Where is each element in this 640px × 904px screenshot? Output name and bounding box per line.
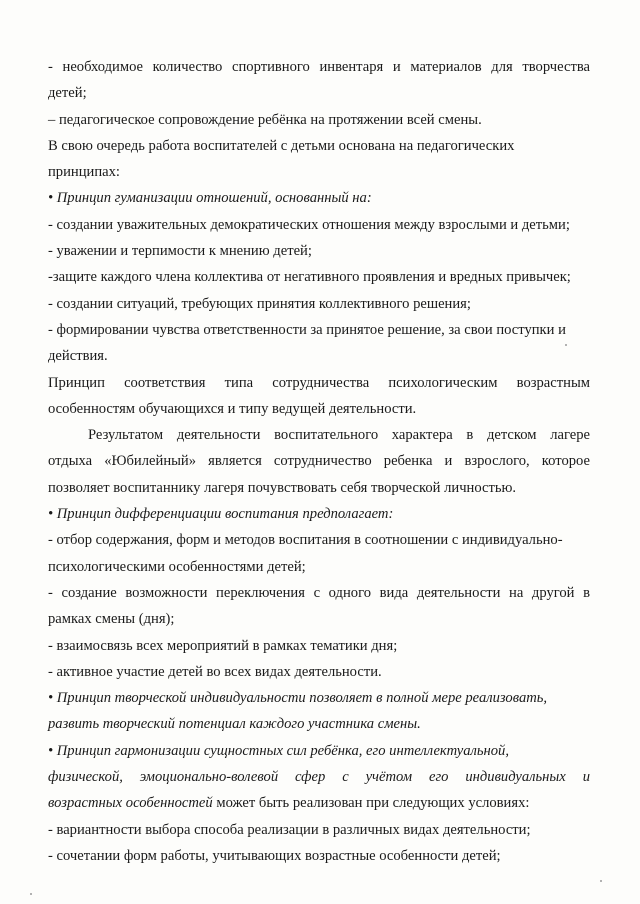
text-line-content: детей; <box>48 85 87 102</box>
text-line-content: возрастных особенностей <box>48 795 213 812</box>
text-line <box>48 606 590 632</box>
text-line <box>48 685 590 711</box>
text-line <box>48 738 590 764</box>
text-line <box>48 448 590 474</box>
text-line <box>48 764 590 790</box>
text-line-content: отдыха «Юбилейный» является сотрудничество ребенка и взрослого, которое <box>48 453 590 470</box>
text-line-content: физической, эмоционально-волевой сфер с учётом его индивидуальных и <box>48 769 590 786</box>
text-line-content: психологическими особенностями детей; <box>48 558 306 575</box>
text-line <box>48 422 590 448</box>
text-line-content: принципах: <box>48 164 120 181</box>
text-line <box>48 554 590 580</box>
text-line <box>48 817 590 843</box>
text-line-content: действия. <box>48 348 108 365</box>
text-line <box>48 580 590 606</box>
text-line <box>48 659 590 685</box>
text-line <box>48 317 590 343</box>
text-line-content: – педагогическое сопровождение ребёнка на протяжении всей смены. <box>48 111 482 128</box>
text-line-content: - создание возможности переключения с одного вида деятельности на другой в <box>48 584 590 601</box>
text-line-content: - формировании чувства ответственности за принятое решение, за свои поступки и <box>48 321 566 338</box>
text-line-content: • Принцип дифференциации воспитания предполагает: <box>48 506 394 523</box>
document-body <box>48 54 590 869</box>
text-line-content: - активное участие детей во всех видах деятельности. <box>48 663 382 680</box>
text-line-content: - сочетании форм работы, учитывающих возрастные особенности детей; <box>48 847 501 864</box>
text-line-content: Результатом деятельности воспитательного характера в детском лагере <box>88 427 590 444</box>
text-line <box>48 238 590 264</box>
text-line <box>48 343 590 369</box>
text-line <box>48 212 590 238</box>
text-line-content: - необходимое количество спортивного инвентаря и материалов для творчества <box>48 59 590 75</box>
text-line-content: - создании ситуаций, требующих принятия коллективного решения; <box>48 295 471 312</box>
text-line <box>48 159 590 185</box>
text-line-content: • Принцип гармонизации сущностных сил ребёнка, его интеллектуальной, <box>48 742 510 759</box>
text-line <box>48 133 590 159</box>
text-line-content: - вариантности выбора способа реализации в различных видах деятельности; <box>48 821 531 838</box>
text-line <box>48 264 590 290</box>
text-line <box>48 527 590 553</box>
text-line-content: - создании уважительных демократических отношения между взрослыми и детьми; <box>48 216 570 233</box>
text-line <box>48 475 590 501</box>
text-line <box>48 396 590 422</box>
scan-speck <box>30 893 32 895</box>
text-line-content: - уважении и терпимости к мнению детей; <box>48 243 312 260</box>
text-line <box>48 711 590 737</box>
text-line <box>48 185 590 211</box>
text-line-content: В свою очередь работа воспитателей с детьми основана на педагогических <box>48 137 515 154</box>
text-line-content: рамках смены (дня); <box>48 611 175 628</box>
text-line <box>48 107 590 133</box>
text-line <box>48 501 590 527</box>
text-line-content: Принцип соответствия типа сотрудничества психологическим возрастным <box>48 374 590 391</box>
text-line <box>48 843 590 869</box>
text-line-content: - отбор содержания, форм и методов воспитания в соотношении с индивидуально- <box>48 532 563 549</box>
text-line-content: позволяет воспитаннику лагеря почувствовать себя творческой личностью. <box>48 479 517 496</box>
text-line <box>48 54 590 80</box>
text-line <box>48 80 590 106</box>
text-line-content: • Принцип гуманизации отношений, основанный на: <box>48 190 372 207</box>
text-line-content: развить творческий потенциал каждого участника смены. <box>48 716 421 733</box>
text-line-content: - взаимосвязь всех мероприятий в рамках тематики дня; <box>48 637 398 654</box>
text-line <box>48 370 590 396</box>
text-line <box>48 633 590 659</box>
text-line-content: особенностям обучающихся и типу ведущей деятельности. <box>48 400 417 417</box>
scan-speck <box>565 344 567 346</box>
scan-speck <box>600 880 602 882</box>
text-line-tail: может быть реализован при следующих условиях: <box>212 795 530 812</box>
text-line <box>48 790 590 816</box>
text-line <box>48 291 590 317</box>
text-line-content: • Принцип творческой индивидуальности позволяет в полной мере реализовать, <box>48 690 548 707</box>
text-line-content: -защите каждого члена коллектива от негативного проявления и вредных привычек; <box>48 269 571 286</box>
